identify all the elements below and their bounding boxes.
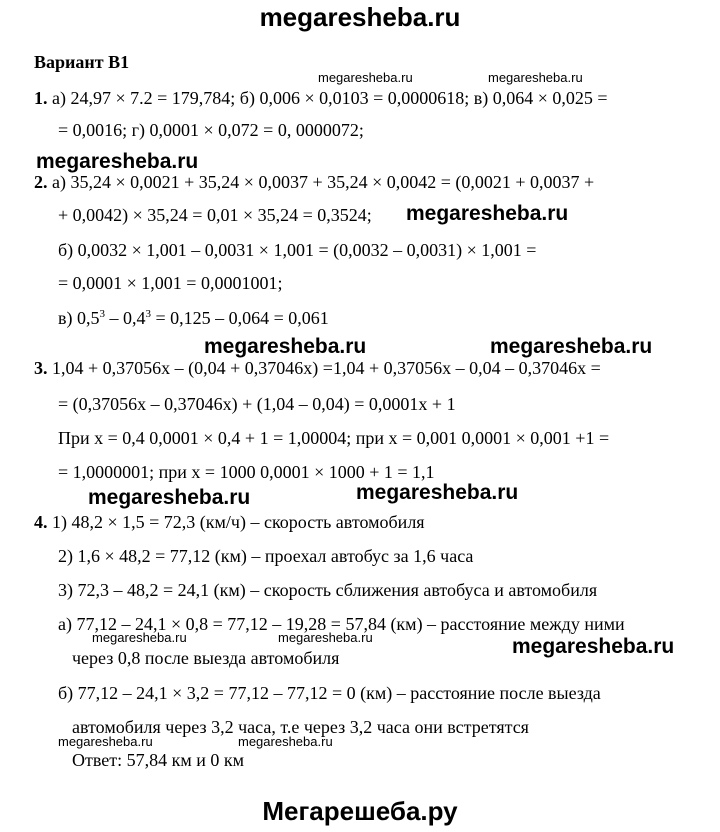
- exponent: 3: [99, 308, 105, 320]
- task2-text1: а) 35,24 × 0,0021 + 35,24 × 0,0037 + 35,24 × 0,0042 = (0,0021 + 0,0037 +: [47, 172, 595, 192]
- watermark: megaresheba.ru: [88, 486, 251, 509]
- task3-text1: 1,04 + 0,37056x – (0,04 + 0,37046x) =1,04 + 0,37056x – 0,04 – 0,37046x =: [47, 358, 601, 378]
- task2-line2: + 0,0042) × 35,24 = 0,01 × 35,24 = 0,3524;: [58, 205, 372, 225]
- site-footer: Мегарешеба.ру: [262, 796, 458, 826]
- watermark: megaresheba.ru: [318, 70, 413, 85]
- task-number: 2.: [34, 172, 48, 192]
- watermark: megaresheba.ru: [278, 630, 373, 645]
- task2-text5b: – 0,4: [105, 308, 146, 328]
- task4-line5: через 0,8 после выезда автомобиля: [72, 648, 340, 668]
- watermark: megaresheba.ru: [488, 70, 583, 85]
- answer-line: Ответ: 57,84 км и 0 км: [72, 750, 245, 770]
- watermark: megaresheba.ru: [36, 150, 199, 173]
- task3-line1: [34, 358, 601, 379]
- task4-line6: б) 77,12 – 24,1 × 3,2 = 77,12 – 77,12 = 0 (км) – расстояние после выезда: [58, 683, 601, 703]
- task4-text1: 1) 48,2 × 1,5 = 72,3 (км/ч) – скорость автомобиля: [47, 512, 425, 532]
- task4-line2: 2) 1,6 × 48,2 = 77,12 (км) – проехал автобус за 1,6 часа: [58, 546, 474, 566]
- watermark: megaresheba.ru: [406, 202, 569, 225]
- task-number: 3.: [34, 358, 48, 378]
- task1-line2: = 0,0016; г) 0,0001 × 0,072 = 0, 0000072;: [58, 120, 364, 140]
- task2-line5: [58, 308, 329, 329]
- task2-text5c: = 0,125 – 0,064 = 0,061: [151, 308, 329, 328]
- task2-line1: [34, 172, 594, 193]
- watermark: megaresheba.ru: [92, 630, 187, 645]
- task3-line3: При x = 0,4 0,0001 × 0,4 + 1 = 1,00004; при x = 0,001 0,0001 × 0,001 +1 =: [58, 428, 610, 448]
- task2-line3: б) 0,0032 × 1,001 – 0,0031 × 1,001 = (0,0032 – 0,0031) × 1,001 =: [58, 240, 537, 260]
- site-header: megaresheba.ru: [259, 2, 461, 32]
- task4-line7: автомобиля через 3,2 часа, т.е через 3,2 часа они встретятся: [72, 717, 529, 737]
- task-number: 1.: [34, 88, 48, 108]
- task-number: 4.: [34, 512, 48, 532]
- task1-line1: [34, 88, 608, 109]
- task4-line3: 3) 72,3 – 48,2 = 24,1 (км) – скорость сближения автобуса и автомобиля: [58, 580, 598, 600]
- watermark: megaresheba.ru: [58, 734, 153, 749]
- variant-title: Вариант В1: [34, 52, 130, 72]
- task2-line4: = 0,0001 × 1,001 = 0,0001001;: [58, 273, 283, 293]
- task3-line2: = (0,37056x – 0,37046x) + (1,04 – 0,04) = 0,0001x + 1: [58, 394, 456, 414]
- watermark: megaresheba.ru: [490, 335, 653, 358]
- watermark: megaresheba.ru: [512, 635, 675, 658]
- task3-line4: = 1,0000001; при x = 1000 0,0001 × 1000 + 1 = 1,1: [58, 462, 435, 482]
- task2-text5a: в) 0,5: [58, 308, 100, 328]
- task4-line4: а) 77,12 – 24,1 × 0,8 = 77,12 – 19,28 = 57,84 (км) – расстояние между ними: [58, 614, 625, 634]
- exponent: 3: [145, 308, 151, 320]
- watermark: megaresheba.ru: [238, 734, 333, 749]
- watermark: megaresheba.ru: [204, 335, 367, 358]
- task1-text1: а) 24,97 × 7.2 = 179,784; б) 0,006 × 0,0103 = 0,0000618; в) 0,064 × 0,025 =: [47, 88, 608, 108]
- watermark: megaresheba.ru: [356, 481, 519, 504]
- task4-line1: [34, 512, 425, 533]
